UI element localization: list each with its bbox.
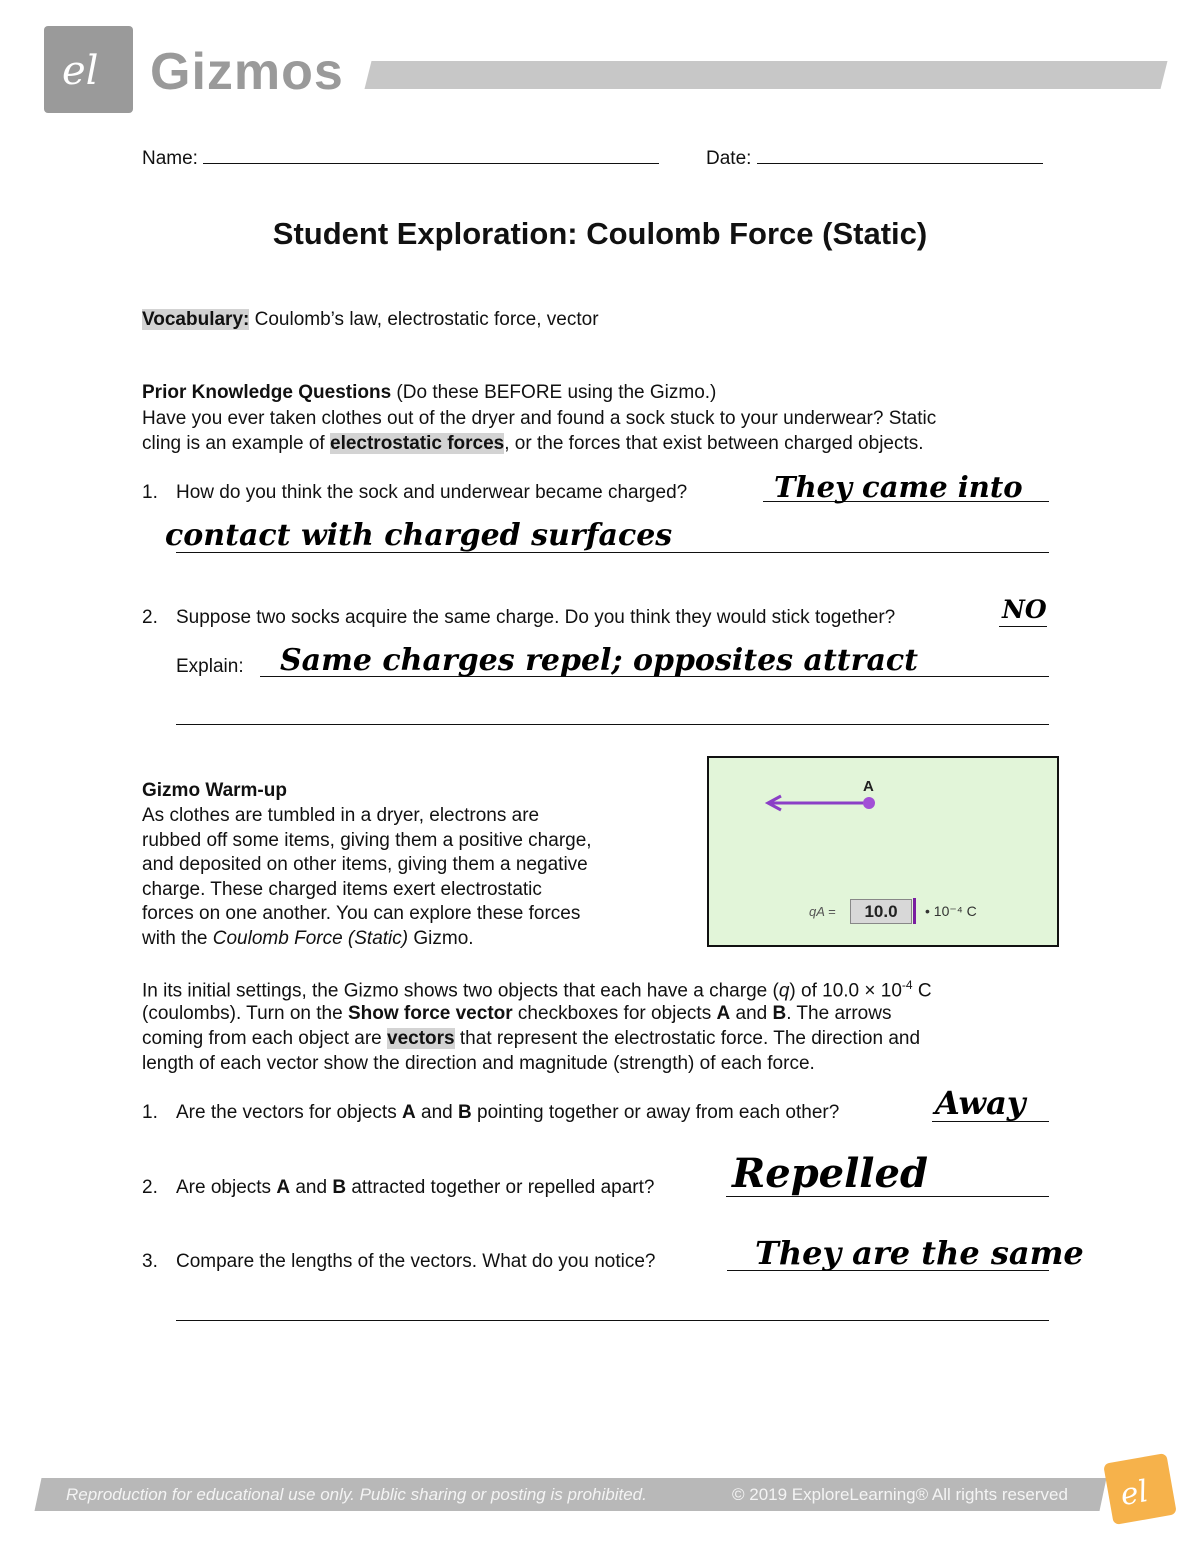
footer-copyright: © 2019 ExploreLearning® All rights reserved [732,1485,1068,1504]
prior-heading: Prior Knowledge Questions [142,382,392,403]
prior-intro-text: cling is an example of [142,433,330,454]
charge-slider-handle[interactable] [913,898,916,924]
handwritten-answer: They are the same [755,1234,1084,1272]
object-a-label: A [863,778,874,795]
header-bar [365,61,1168,89]
prior-question-2 [142,607,895,629]
charge-object-a[interactable] [863,797,875,809]
settings-line: In its initial settings, the Gizmo shows two objects that each have a charge (q) of $10.0 \times 10^{-4}$ C [142,978,932,1002]
prior-heading-line [142,382,716,404]
prior-heading-note: (Do these BEFORE using the Gizmo.) [391,382,717,403]
date-field[interactable] [706,145,1043,170]
explorelearning-logo [44,26,133,113]
footer-notice: Reproduction for educational use only. Public sharing or posting is prohibited. [66,1485,647,1504]
vocabulary-terms: Coulomb’s law, electrostatic force, vector [249,309,599,330]
prior-intro-line1: Have you ever taken clothes out of the dryer and found a sock stuck to your underwear? Static [142,408,937,429]
warmup-question-3: 3. Compare the lengths of the vectors. What do you notice? [142,1251,656,1272]
warmup-paragraph: forces on one another. You can explore these forces [142,903,581,924]
question-number: 1. [142,482,158,503]
warmup-paragraph: and deposited on other items, giving them a negative [142,854,588,875]
gizmo-name: Coulomb Force (Static) [212,928,409,949]
date-blank[interactable] [757,145,1043,164]
charge-unit: • 10⁻⁴ C [925,903,977,919]
warmup-paragraph: charge. These charged items exert electrostatic [142,879,542,900]
vectors-term: vectors [387,1028,455,1049]
el-logo-icon [58,44,120,96]
warmup-paragraph: rubbed off some items, giving them a positive charge, [142,830,592,851]
handwritten-answer: NO [1002,595,1047,624]
handwritten-answer: Away [935,1084,1026,1122]
footer-logo [1103,1453,1177,1525]
answer-blank[interactable] [176,1302,1049,1321]
name-field[interactable] [142,145,659,170]
name-blank[interactable] [203,145,659,164]
handwritten-answer: contact with charged surfaces [165,518,673,553]
answer-blank[interactable] [176,706,1049,725]
warmup-question-2: 2. Are objects A and B attracted together or repelled apart? [142,1177,655,1198]
settings-line: (coulombs). Turn on the Show force vector checkboxes for objects A and B. The arrows [142,1003,892,1024]
settings-line: length of each vector show the direction and magnitude (strength) of each force. [142,1053,815,1074]
vocabulary-line [142,309,599,331]
electrostatic-forces-term: electrostatic forces [330,433,505,454]
brand-name: Gizmos [150,43,344,101]
charge-input[interactable]: 10.0 [850,899,912,924]
settings-line: coming from each object are vectors that represent the electrostatic force. The direction and [142,1028,921,1049]
el-logo-icon [1115,1466,1165,1513]
svg-text:el: el [1117,1473,1151,1514]
prior-intro-line2 [142,433,924,455]
date-label: Date: [706,148,752,169]
prior-question-1 [142,482,687,504]
question-number: 2. [142,607,158,628]
warmup-paragraph: As clothes are tumbled in a dryer, electrons are [142,805,540,826]
warmup-heading: Gizmo Warm-up [142,780,287,801]
handwritten-answer: Same charges repel; opposites attract [280,643,919,678]
svg-text:el: el [62,48,99,94]
prior-intro-text-end: , or the forces that exist between charged objects. [504,433,924,454]
question-text: How do you think the sock and underwear became charged? [176,482,688,503]
page-title: Student Exploration: Coulomb Force (Static) [272,216,928,251]
warmup-question-1: 1. Are the vectors for objects A and B pointing together or away from each other? [142,1102,840,1123]
explain-label: Explain: [176,656,244,677]
question-text: Suppose two socks acquire the same charge. Do you think they would stick together? [176,607,896,628]
warmup-paragraph: with the Coulomb Force (Static) Gizmo. [142,928,474,949]
handwritten-answer: They came into [774,470,1023,504]
charge-label: qA = [809,904,836,919]
handwritten-answer: Repelled [732,1150,928,1197]
name-label: Name: [142,148,198,169]
vocabulary-label: Vocabulary: [142,309,250,330]
